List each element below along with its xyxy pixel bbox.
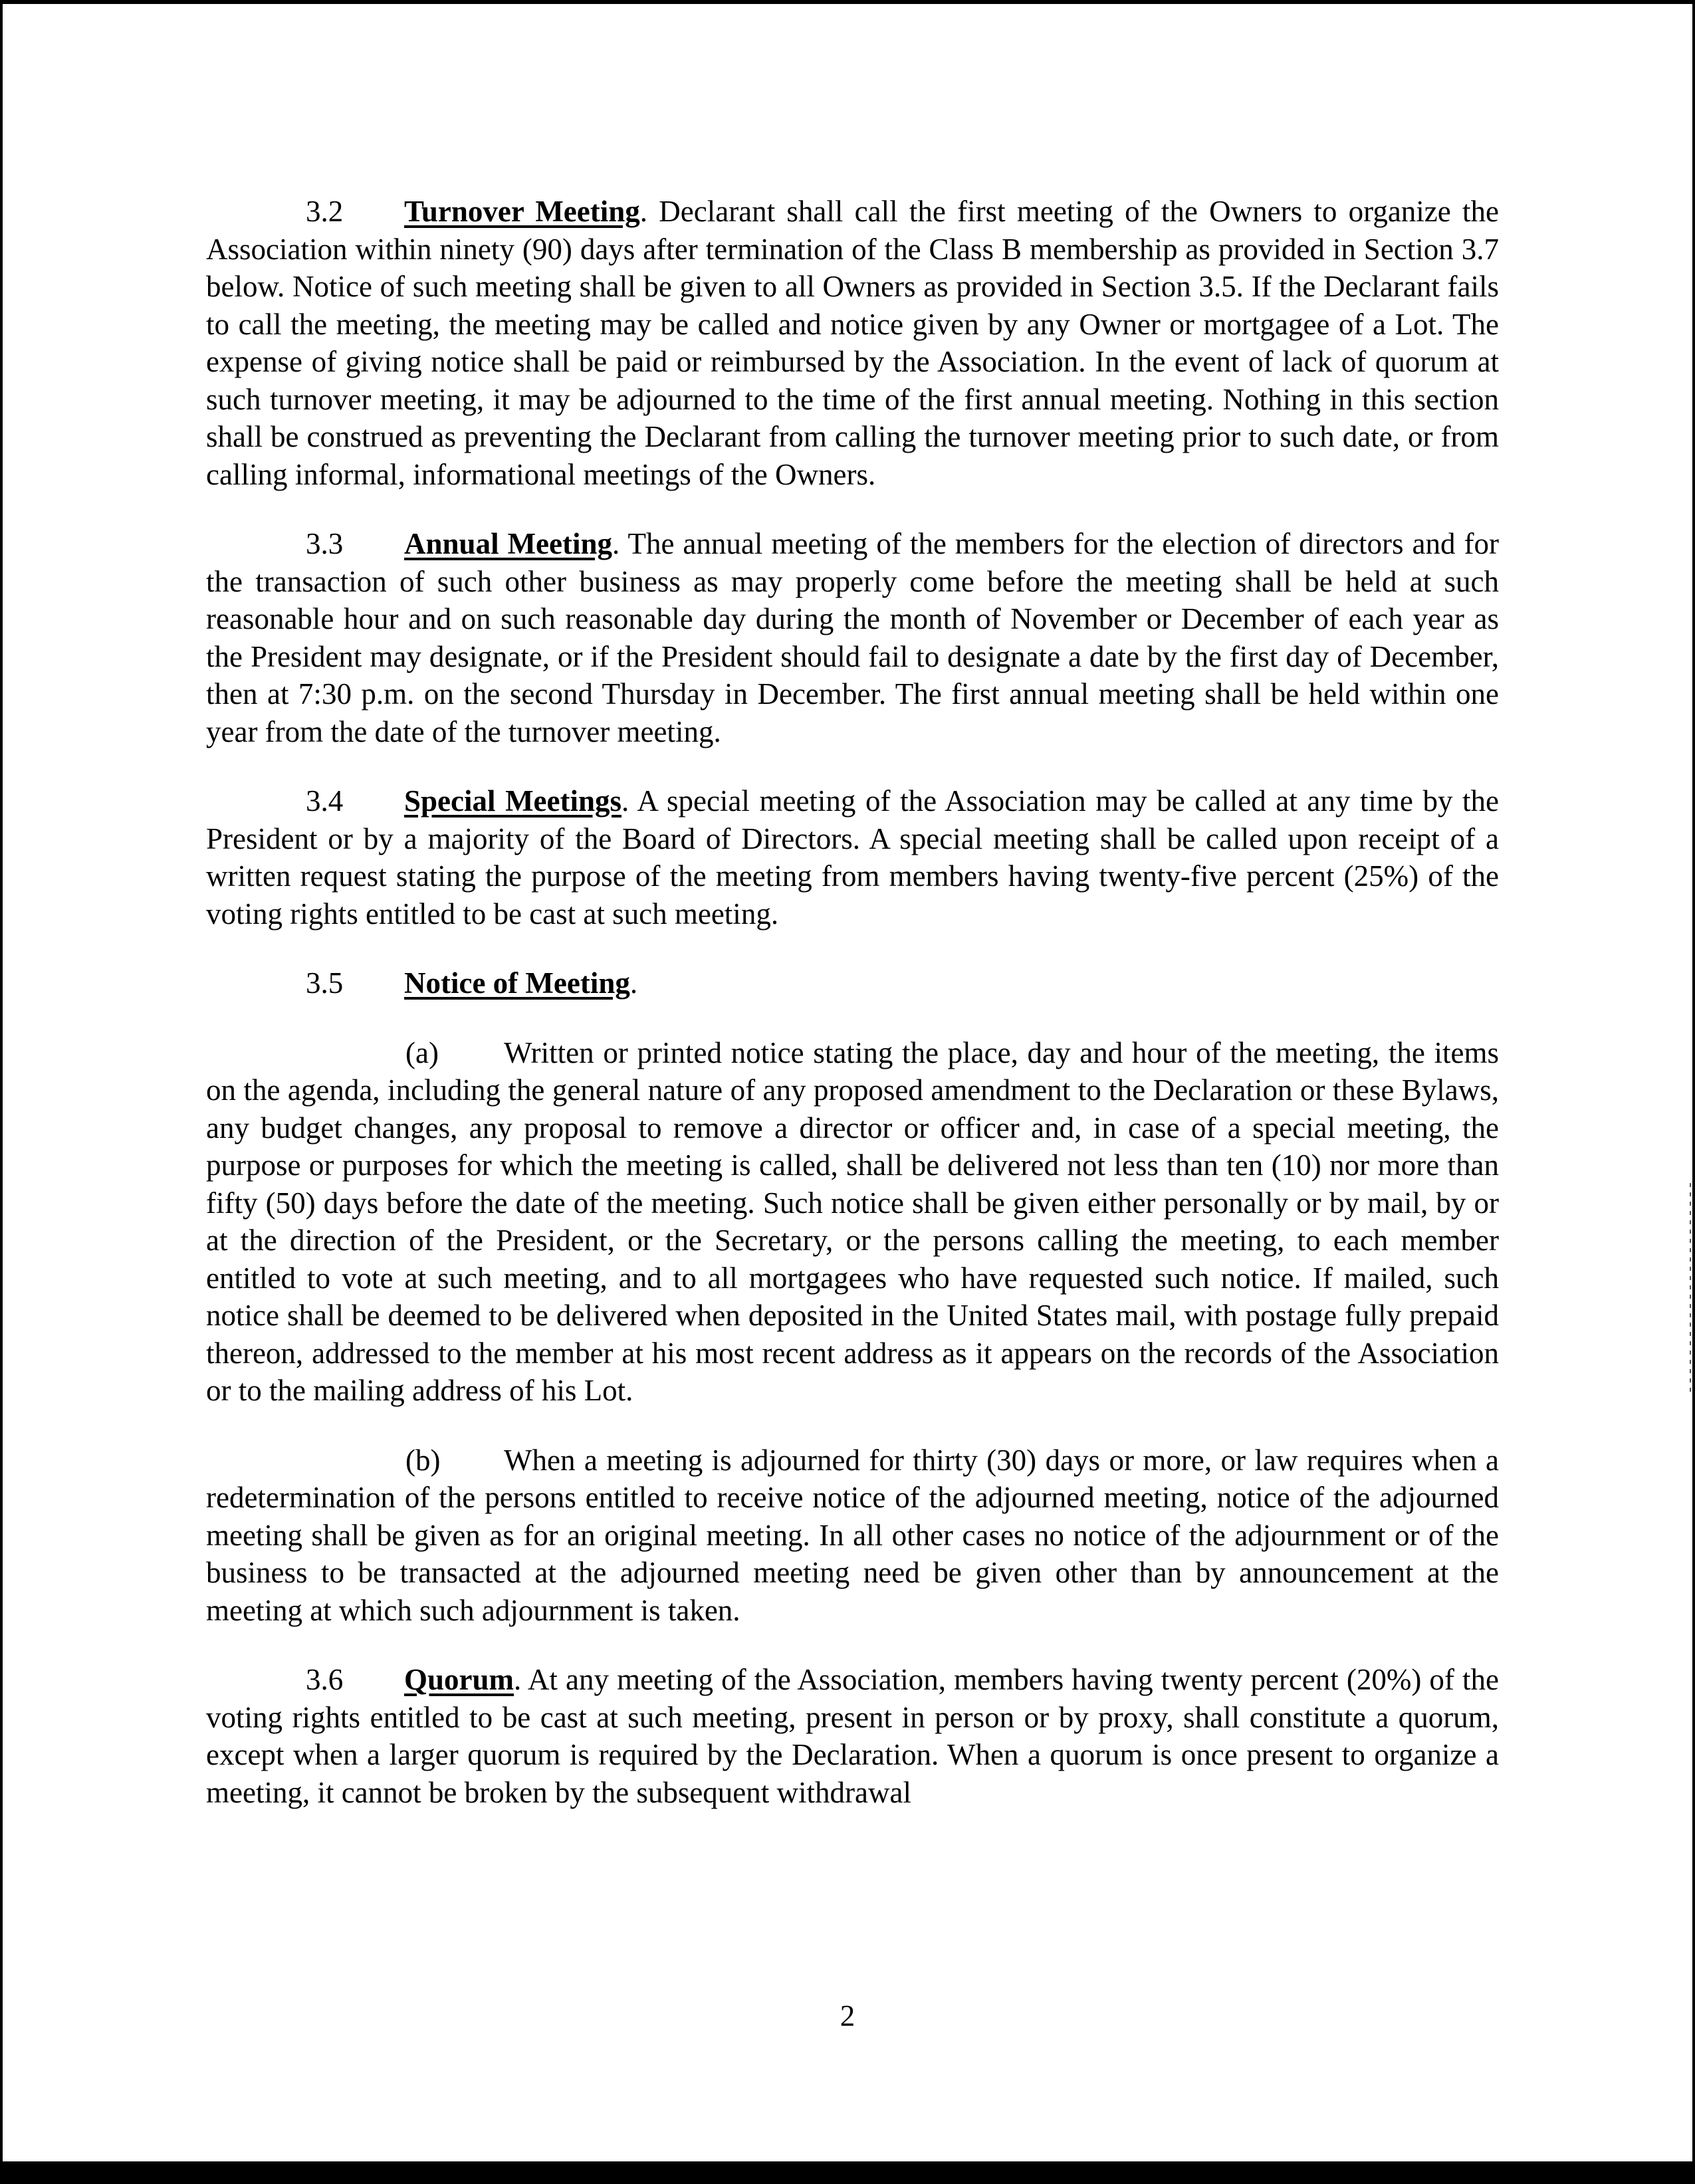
section-text: . At any meeting of the Association, members having twenty percent (20%) of the voting rights entitled to be cast at such meeting, present in person or by proxy, shall constitute a quorum, except when a larger quorum is required by the Declaration. When a quorum is once present to organize a meeting, it cannot be broken by the subsequent withdrawal bbox=[206, 1663, 1499, 1809]
subsection-a bbox=[206, 1034, 1499, 1410]
scan-edge-top bbox=[0, 0, 1695, 4]
section-3-5 bbox=[206, 964, 1499, 1002]
section-3-4 bbox=[206, 782, 1499, 932]
document-body bbox=[206, 193, 1499, 1843]
scan-edge-left bbox=[0, 0, 3, 2184]
section-text: . bbox=[629, 966, 638, 1000]
section-title: Quorum bbox=[404, 1663, 514, 1696]
section-title: Annual Meeting bbox=[404, 527, 613, 560]
section-title: Notice of Meeting bbox=[404, 966, 630, 1000]
section-title: Special Meetings bbox=[404, 784, 622, 818]
section-number: 3.3 bbox=[306, 527, 344, 560]
subsection-text: Written or printed notice stating the place, day and hour of the meeting, the items on the agenda, including the general nature of any proposed amendment to the Declaration or these Bylaws, any budget changes, any proposal to remove a director or officer and, in case of a special meeting, the purpose or purposes for which the meeting is called, shall be delivered not less than ten (10) nor more than fifty (50) days before the date of the meeting. Such notice shall be given either personally or by mail, by or at the direction of the President, or the Secretary, or the persons calling the meeting, to each member entitled to vote at such meeting, and to all mortgagees who have requested such notice. If mailed, such notice shall be deemed to be delivered when deposited in the United States mail, with postage fully prepaid thereon, addressed to the member at his most recent address as it appears on the records of the Association or to the mailing address of his Lot. bbox=[206, 1036, 1499, 1407]
section-3-6 bbox=[206, 1661, 1499, 1811]
subsection-label: (b) bbox=[405, 1443, 441, 1477]
section-number: 3.2 bbox=[306, 195, 344, 228]
subsection-b bbox=[206, 1442, 1499, 1630]
subsection-text: When a meeting is adjourned for thirty (30) days or more, or law requires when a redetermination of the persons entitled to receive notice of the adjourned meeting, notice of the adjourned meeting shall be given as for an original meeting. In all other cases no notice of the adjournment or of the business to be transacted at the adjourned meeting need be given other than by announcement at the meeting at which such adjournment is taken. bbox=[206, 1443, 1499, 1627]
section-text: . A special meeting of the Association may be called at any time by the President or by a majority of the Board of Directors. A special meeting shall be called upon receipt of a written request stating the purpose of the meeting from members having twenty-five percent (25%) of the voting rights entitled to be cast at such meeting. bbox=[206, 784, 1499, 930]
section-3-2 bbox=[206, 193, 1499, 493]
section-number: 3.5 bbox=[306, 966, 344, 1000]
scan-edge-mark bbox=[1690, 1183, 1691, 1396]
section-3-3 bbox=[206, 525, 1499, 750]
section-text: . The annual meeting of the members for the election of directors and for the transaction of such other business as may properly come before the meeting shall be held at such reasonable hour and on such reasonable day during the month of November or December of each year as the President may designate, or if the President should fail to designate a date by the first day of December, then at 7:30 p.m. on the second Thursday in December. The first annual meeting shall be held within one year from the date of the turnover meeting. bbox=[206, 527, 1500, 748]
scan-edge-right bbox=[1692, 0, 1695, 2184]
scan-edge-bottom bbox=[0, 2161, 1695, 2184]
subsection-label: (a) bbox=[405, 1036, 439, 1069]
section-number: 3.4 bbox=[306, 784, 344, 818]
section-number: 3.6 bbox=[306, 1663, 344, 1696]
page-number: 2 bbox=[840, 1999, 855, 2032]
section-text: . Declarant shall call the first meeting of the Owners to organize the Association within ninety (90) days after termination of the Class B membership as provided in Section 3.7 below. Notice of such meeting shall be given to all Owners as provided in Section 3.5. If the Declarant fails to call the meeting, the meeting may be called and notice given by any Owner or mortgagee of a Lot. The expense of giving notice shall be paid or reimbursed by the Association. In the event of lack of quorum at such turnover meeting, it may be adjourned to the time of the first annual meeting. Nothing in this section shall be construed as preventing the Declarant from calling the turnover meeting prior to such date, or from calling informal, informational meetings of the Owners. bbox=[206, 195, 1499, 491]
section-title: Turnover Meeting bbox=[404, 195, 640, 228]
